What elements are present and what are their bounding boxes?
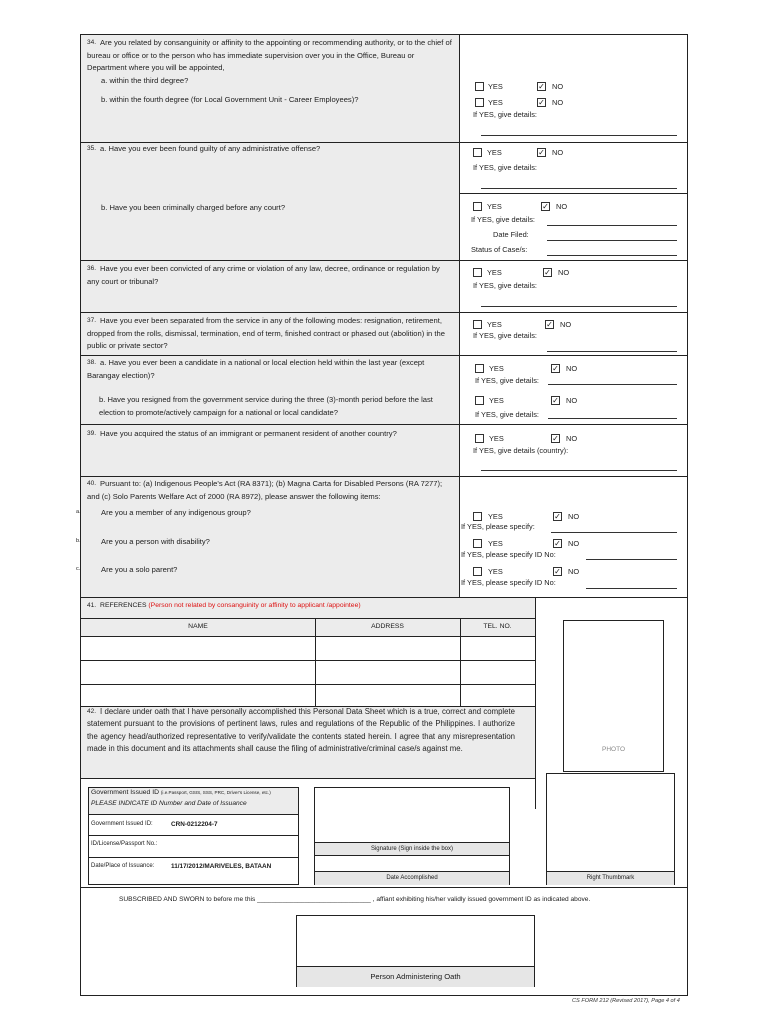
gov-id-title: Government Issued ID (i.e.Passport, GSIS, SSS, PRC, Driver's License, etc.) [91, 789, 271, 796]
q38b-text: b. Have you resigned from the government service during the three (3)-month period before the last election to promote/actively campaign for a national or local candidate? [99, 395, 433, 417]
refs-col-address: ADDRESS [371, 623, 404, 630]
q38b-no-checkbox[interactable]: ✓ [552, 396, 559, 405]
q34b-no-checkbox[interactable]: ✓ [538, 98, 545, 107]
q39-yes-label: YES [489, 434, 504, 443]
q36-details-label: If YES, give details: [473, 281, 537, 290]
q34b-yes-label: YES [488, 98, 503, 107]
q35a-details-label: If YES, give details: [473, 163, 537, 172]
q40b-no-checkbox[interactable]: ✓ [554, 539, 561, 548]
date-issuance-value[interactable]: 11/17/2012/MARIVELES, BATAAN [171, 863, 272, 870]
q38b-yes-label: YES [489, 396, 504, 405]
thumbmark-box[interactable] [546, 773, 675, 885]
q40b-text: Are you a person with disability? [101, 537, 210, 546]
q37-details-line[interactable] [547, 351, 677, 352]
row-divider [89, 857, 298, 858]
q35b-yes-checkbox[interactable] [473, 202, 482, 211]
q40b-yes-checkbox[interactable] [473, 539, 482, 548]
q39-no-checkbox[interactable]: ✓ [552, 434, 559, 443]
q37-yes-checkbox[interactable] [473, 320, 482, 329]
row-divider [81, 887, 687, 888]
q40c-yes-checkbox[interactable] [473, 567, 482, 576]
q38a-no-label: NO [566, 364, 578, 373]
col-divider [460, 619, 461, 706]
q38b-details-line[interactable] [548, 418, 677, 419]
q40c-mark: c. [76, 566, 81, 572]
q35a-text: 35. a. Have you ever been found guilty of any administrative offense? [87, 144, 321, 153]
q37-yes-label: YES [487, 320, 502, 329]
ref2-name-cell[interactable] [82, 661, 314, 683]
gov-id-instruction: PLEASE INDICATE ID Number and Date of Issuance [91, 800, 247, 807]
q37-no-label: NO [560, 320, 572, 329]
sub-divider [459, 193, 687, 194]
q40b-no-label: NO [568, 539, 580, 548]
person-administering-label: Person Administering Oath [297, 966, 534, 987]
q40-text: 40. Pursuant to: (a) Indigenous People's Act (RA 8371); (b) Magna Carta for Disabled Persons (RA 7277); and (c) Solo Parents Welfare Act of 2000 (RA 8972), please answer the following items: [87, 479, 443, 501]
q35b-details-label: If YES, give details: [471, 215, 535, 224]
q39-yes-checkbox[interactable] [475, 434, 484, 443]
q34a-no-label: NO [552, 82, 564, 91]
q39-details-label: If YES, give details (country): [473, 446, 569, 455]
q38b-no-label: NO [566, 396, 578, 405]
q34a-text: a. within the third degree? [101, 76, 189, 85]
q40a-mark: a. [76, 509, 81, 515]
q40c-no-checkbox[interactable]: ✓ [554, 567, 561, 576]
q37-text: 37. Have you ever been separated from the service in any of the following modes: resignation, retirement, dropped from the rolls, dismissal, termination, end of term, finished contract or phased out (abolition) in the public or private sector? [87, 316, 445, 350]
q40b-mark: b. [76, 538, 81, 544]
q38a-details-line[interactable] [548, 384, 677, 385]
q39-details-line[interactable] [481, 470, 677, 471]
q40a-detail-line[interactable] [551, 532, 677, 533]
q39-no-label: NO [566, 434, 578, 443]
q35b-status-line[interactable] [547, 255, 677, 256]
pds-page-4 [76, 34, 688, 996]
row-divider [89, 814, 298, 815]
q34-text: 34. Are you related by consanguinity or affinity to the appointing or recommending authority, or to the chief of bureau or office or to the person who has immediate supervision over you in the Office, Bureau or Department where you will be appointed, [87, 38, 452, 72]
q34b-no-label: NO [552, 98, 564, 107]
q36-yes-label: YES [487, 268, 502, 277]
q35b-date-filed-line[interactable] [547, 240, 677, 241]
ref1-name-cell[interactable] [82, 637, 314, 659]
q36-text: 36. Have you ever been convicted of any crime or violation of any law, decree, ordinance or regulation by any court or tribunal? [87, 264, 440, 286]
q38a-yes-checkbox[interactable] [475, 364, 484, 373]
license-label: ID/License/Passport No.: [91, 841, 158, 847]
row-divider [81, 778, 535, 779]
decl-text: $^{42.}$ I declare under oath that I have personally accomplished this Personal Data Sheet which is a true, correct and complete statement pursuant to the provisions of pertinent laws, rules and regulations of the Republic of the Philippines. I authorize the agency head/authorized representative to verify/validate the contents stated herein. I agree that any misrepresentation made in this document and its attachments shall cause the filing of administrative/criminal case/s against me. [87, 707, 515, 753]
photo-label: PHOTO [602, 746, 625, 753]
q40b-detail-line[interactable] [586, 559, 677, 560]
q40c-text: Are you a solo parent? [101, 565, 178, 574]
q35b-no-checkbox[interactable]: ✓ [542, 202, 549, 211]
question-divider [459, 35, 460, 597]
row-divider [89, 835, 298, 836]
q36-details-line[interactable] [481, 306, 677, 307]
ref3-name-cell[interactable] [82, 685, 314, 705]
gov-id-value[interactable]: CRN-0212204-7 [171, 821, 218, 828]
sworn-statement: SUBSCRIBED AND SWORN to before me this _______________________________ , affiant exhibiting his/her validly issued government ID as indicated above. [119, 896, 591, 903]
gov-id-label: Government Issued ID: [91, 821, 153, 827]
q40c-yes-label: YES [488, 567, 503, 576]
q35b-date-filed-label: Date Filed: [493, 230, 529, 239]
q38a-yes-label: YES [489, 364, 504, 373]
q39-text: 39. Have you acquired the status of an immigrant or permanent resident of another country? [87, 429, 397, 438]
q35b-no-label: NO [556, 202, 568, 211]
form-footer: CS FORM 212 (Revised 2017), Page 4 of 4 [572, 998, 680, 1004]
q34b-text: b. within the fourth degree (for Local Government Unit - Career Employees)? [101, 95, 359, 104]
q35a-yes-checkbox[interactable] [473, 148, 482, 157]
col-divider [315, 619, 316, 706]
q40b-yes-label: YES [488, 539, 503, 548]
q35a-no-label: NO [552, 148, 564, 157]
q36-yes-checkbox[interactable] [473, 268, 482, 277]
q40a-detail-label: If YES, please specify: [461, 522, 535, 531]
q40a-yes-label: YES [488, 512, 503, 521]
thumbmark-label: Right Thumbmark [547, 871, 674, 885]
q40b-detail-label: If YES, please specify ID No: [461, 550, 556, 559]
q34a-yes-checkbox[interactable] [475, 82, 484, 91]
q34a-no-checkbox[interactable]: ✓ [538, 82, 545, 91]
q38b-yes-checkbox[interactable] [475, 396, 484, 405]
q40a-yes-checkbox[interactable] [473, 512, 482, 521]
signature-label: Signature (Sign inside the box) [315, 842, 509, 856]
refs-col-name: NAME [188, 623, 208, 630]
q34a-yes-label: YES [488, 82, 503, 91]
q35b-details-line[interactable] [547, 225, 677, 226]
q34-details-line[interactable] [481, 135, 677, 136]
q34b-yes-checkbox[interactable] [475, 98, 484, 107]
q40a-text: Are you a member of any indigenous group? [101, 508, 251, 517]
q35b-yes-label: YES [487, 202, 502, 211]
refs-right-border [535, 597, 536, 809]
q35a-details-line[interactable] [481, 188, 677, 189]
q38a-text: 38. a. Have you ever been a candidate in a national or local election held within the last year (except Barangay election)? [87, 358, 425, 380]
q34-details-label: If YES, give details: [473, 110, 537, 119]
q38b-details-label: If YES, give details: [475, 410, 539, 419]
q40a-no-label: NO [568, 512, 580, 521]
date-accomplished-label: Date Accomplished [315, 871, 509, 885]
q36-no-checkbox[interactable]: ✓ [544, 268, 551, 277]
q35a-yes-label: YES [487, 148, 502, 157]
date-issuance-label: Date/Place of Issuance: [91, 863, 155, 869]
q40c-detail-label: If YES, please specify ID No: [461, 578, 556, 587]
q37-no-checkbox[interactable]: ✓ [546, 320, 553, 329]
q37-details-label: If YES, give details: [473, 331, 537, 340]
q40c-no-label: NO [568, 567, 580, 576]
refs-title: 41. REFERENCES (Person not related by consanguinity or affinity to applicant /appointee) [87, 602, 361, 609]
q35b-status-label: Status of Case/s: [471, 245, 528, 254]
q35a-no-checkbox[interactable]: ✓ [538, 148, 545, 157]
q36-no-label: NO [558, 268, 570, 277]
q40c-detail-line[interactable] [586, 588, 677, 589]
q38a-no-checkbox[interactable]: ✓ [552, 364, 559, 373]
q40a-no-checkbox[interactable]: ✓ [554, 512, 561, 521]
sworn-date-blank[interactable]: _______________________________ [257, 896, 371, 903]
q38a-details-label: If YES, give details: [475, 376, 539, 385]
refs-col-tel: TEL. NO. [483, 623, 512, 630]
q35b-text: b. Have you been criminally charged before any court? [101, 203, 286, 212]
